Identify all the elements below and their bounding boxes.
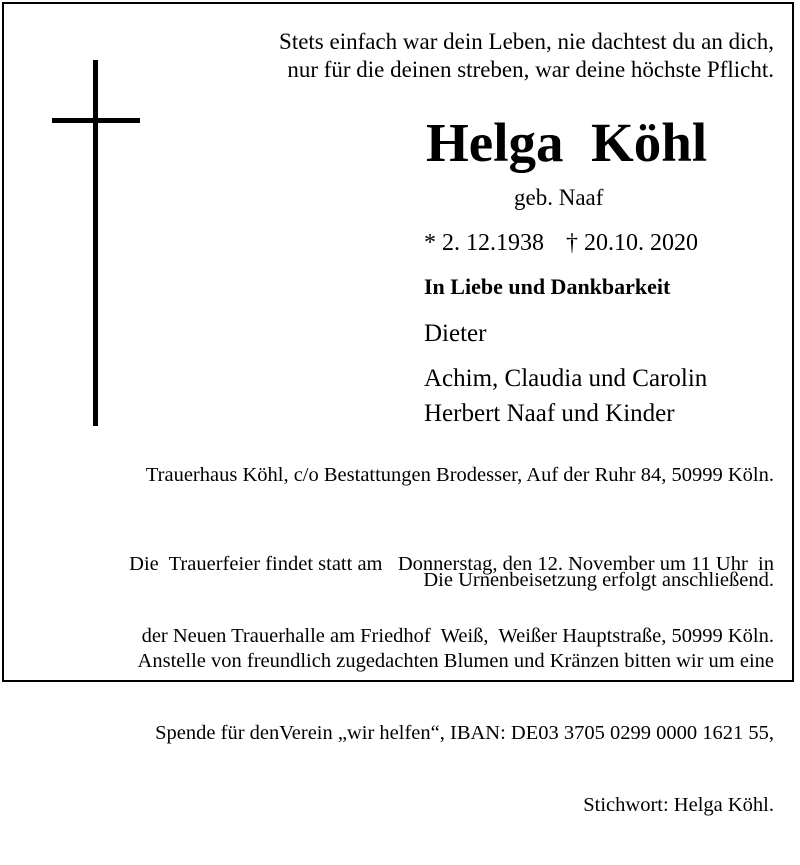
poem [279, 28, 774, 84]
dedication: In Liebe und Dankbarkeit [424, 274, 671, 299]
donation-line-2: Spende für denVerein „wir helfen“, IBAN: DE03 3705 0299 0000 1621 55, [155, 722, 774, 744]
poem-line-2: nur für die deinen streben, war deine höchste Pflicht. [287, 57, 774, 82]
life-dates [424, 228, 698, 258]
maiden-name: geb. Naaf [514, 185, 604, 210]
poem-line-1: Stets einfach war dein Leben, nie dachtest du an dich, [279, 29, 774, 54]
cross-icon-bar [52, 118, 140, 123]
cross-icon [93, 60, 98, 426]
ceremony-line-2: der Neuen Trauerhalle am Friedhof Weiß, Weißer Hauptstraße, 50999 Köln. [141, 625, 774, 647]
birth-date: * 2. 12.1938 [424, 230, 544, 256]
donation-line-3: Stichwort: Helga Köhl. [583, 794, 774, 816]
mourning-house-address: Trauerhaus Köhl, c/o Bestattungen Brodesser, Auf der Ruhr 84, 50999 Köln. [145, 464, 774, 486]
obituary-notice [2, 2, 794, 816]
donation-request [138, 601, 774, 865]
mourner-1: Dieter [424, 320, 487, 347]
donation-line-1: Anstelle von freundlich zugedachten Blumen und Kränzen bitten wir um eine [137, 650, 774, 672]
ceremony-line-1: Die Trauerfeier findet statt am Donnerstag, den 12. November um 11 Uhr in [129, 553, 774, 575]
mourner-2: Achim, Claudia und Carolin [424, 365, 708, 392]
mourner-3: Herbert Naaf und Kinder [424, 400, 675, 427]
mourners-list [424, 316, 707, 431]
deceased-name: Helga Köhl [426, 112, 708, 173]
urn-burial-info: Die Urnenbeisetzung erfolgt anschließend. [423, 569, 774, 591]
death-date: † 20.10. 2020 [566, 230, 698, 256]
